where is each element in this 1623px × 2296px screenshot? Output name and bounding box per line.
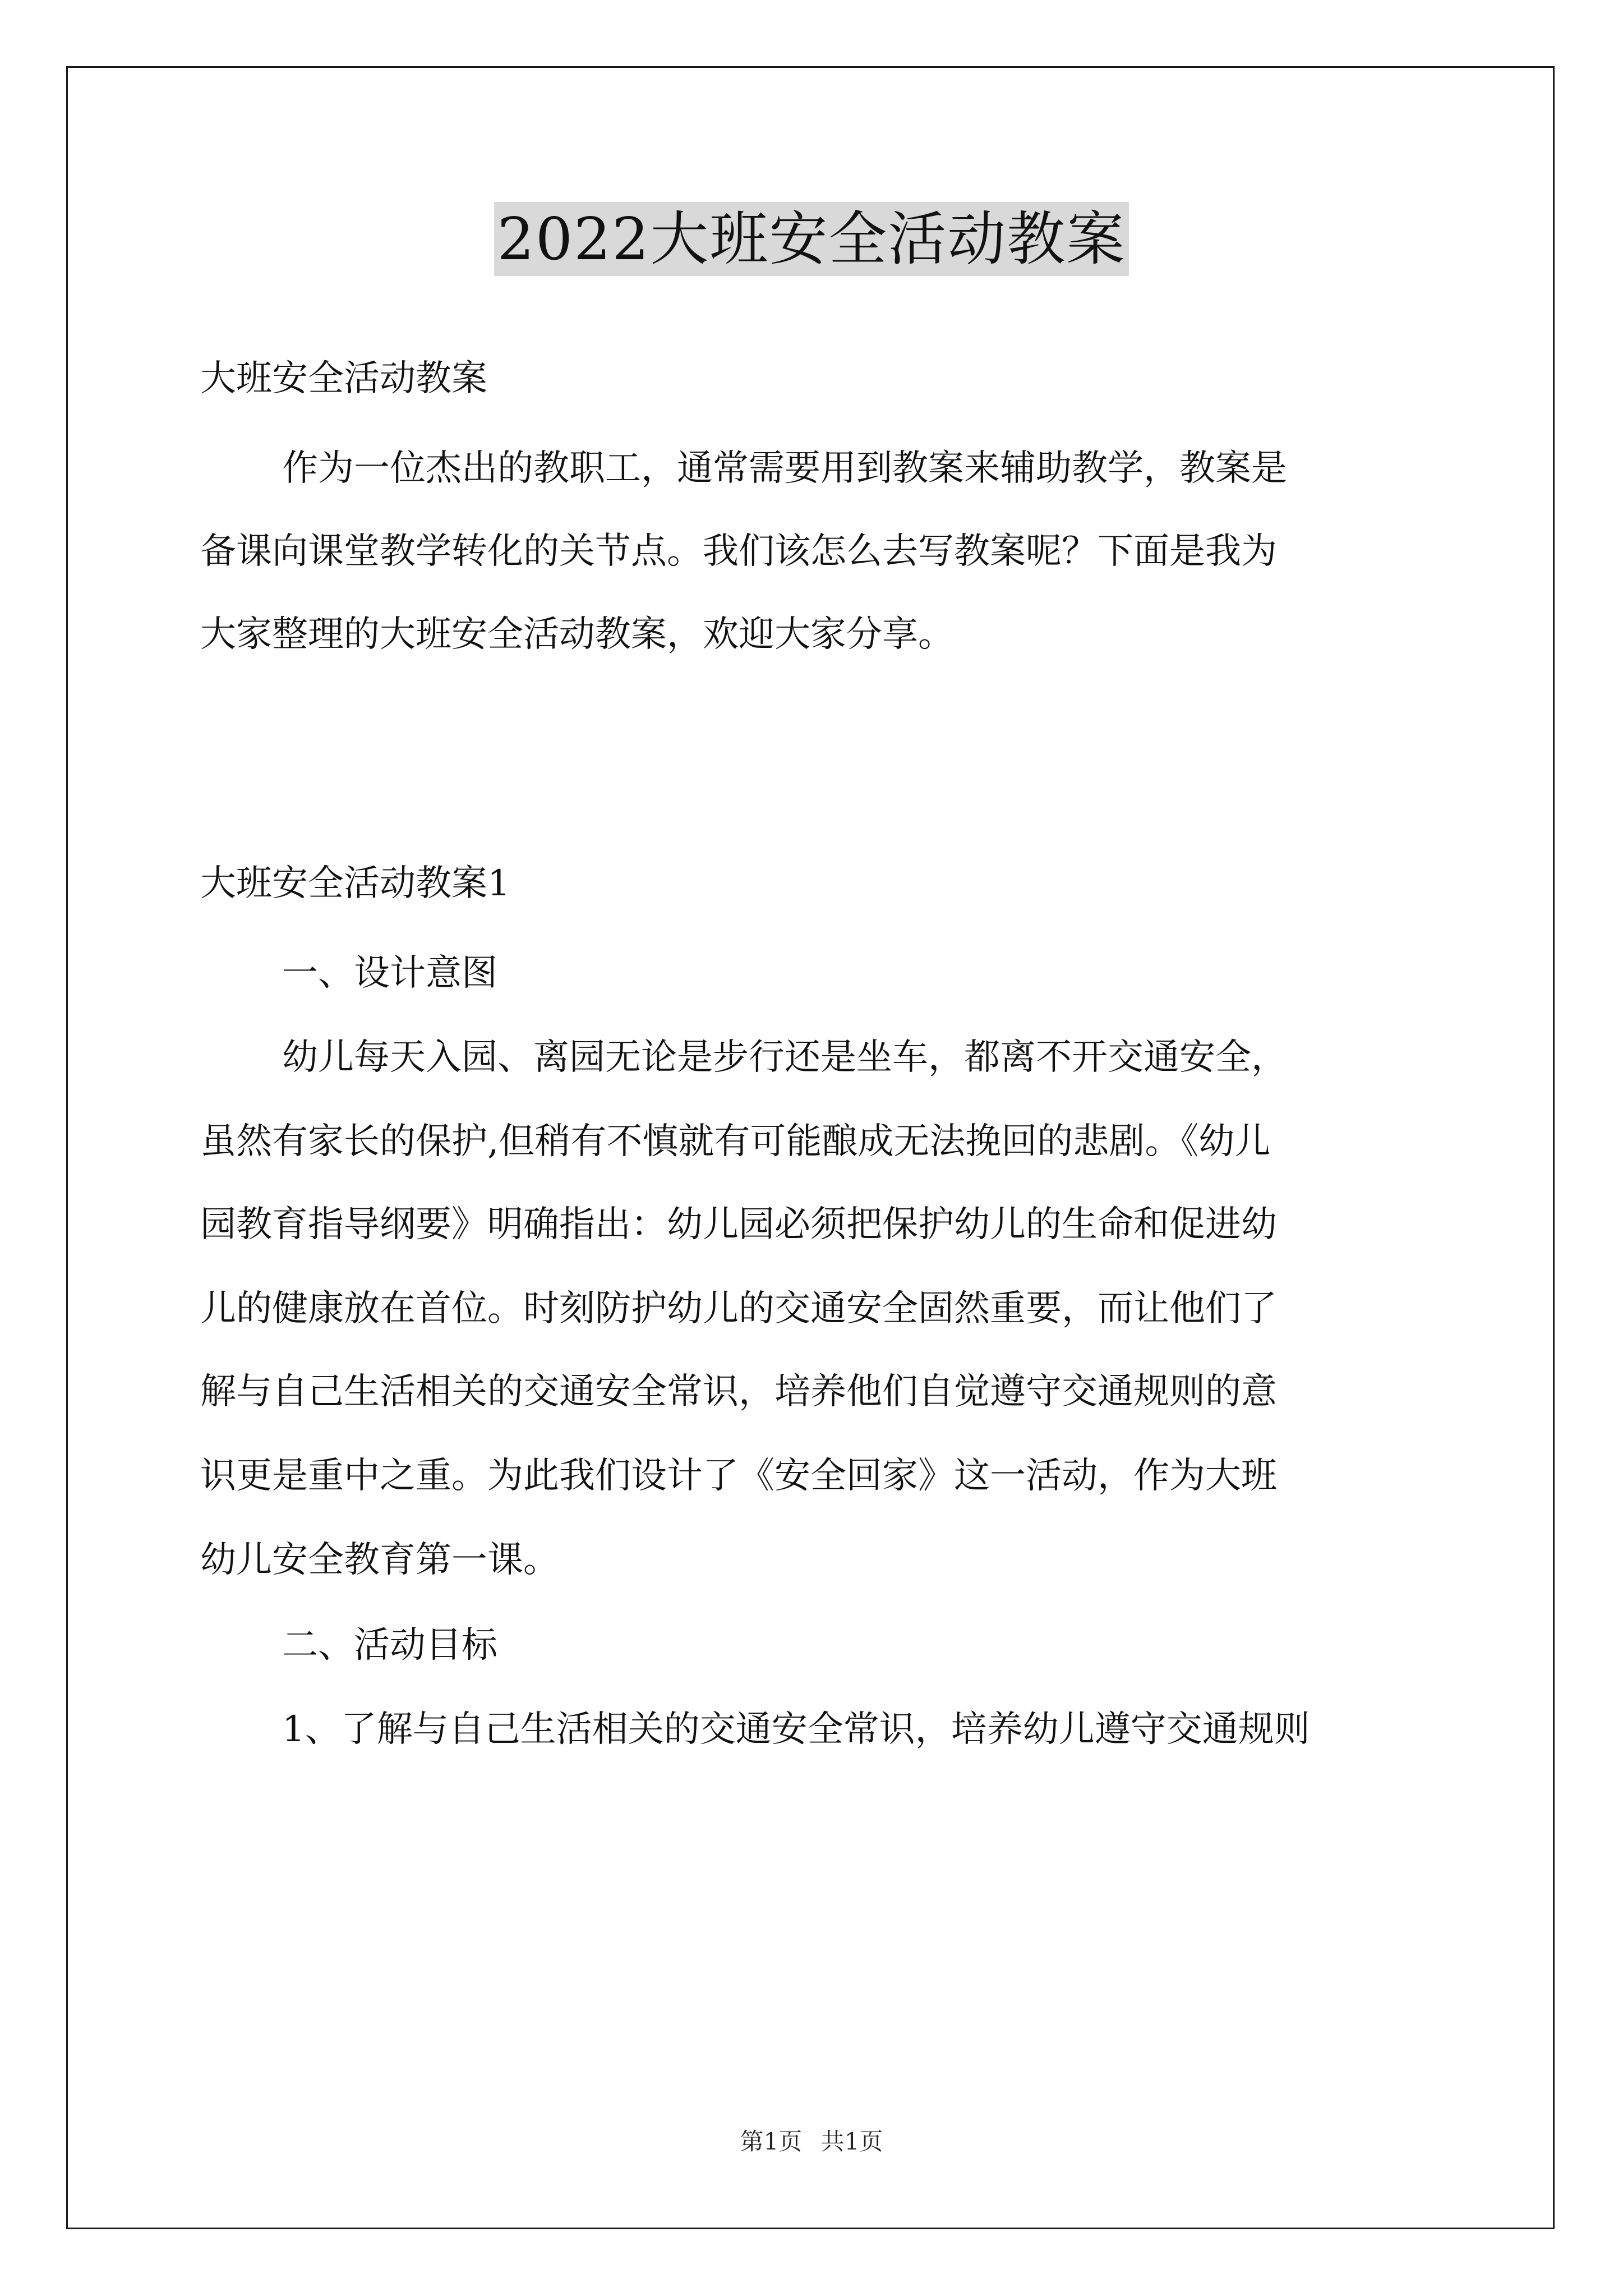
paragraph-line: 幼儿每天入园、离园无论是步行还是坐车，都离不开交通安全， — [282, 1037, 1287, 1078]
paragraph-line: 作为一位杰出的教职工，通常需要用到教案来辅助教学，教案是 — [282, 448, 1287, 489]
paragraph-line: 儿的健康放在首位。时刻防护幼儿的交通安全固然重要，而让他们了 — [200, 1288, 1277, 1329]
section-heading: 大班安全活动教案 — [200, 358, 487, 399]
title-container — [0, 202, 1623, 276]
paragraph-line: 大家整理的大班安全活动教案，欢迎大家分享。 — [200, 614, 954, 655]
subsection-heading: 一、设计意图 — [282, 953, 497, 994]
paragraph-line: 幼儿安全教育第一课。 — [200, 1539, 559, 1581]
section-heading: 大班安全活动教案1 — [200, 863, 510, 904]
paragraph-line: 解与自己生活相关的交通安全常识，培养他们自觉遵守交通规则的意 — [200, 1371, 1277, 1412]
paragraph-line: 备课向课堂教学转化的关节点。我们该怎么去写教案呢？下面是我为 — [200, 531, 1277, 572]
page-total: 共1页 — [820, 2128, 883, 2155]
paragraph-line: 园教育指导纲要》明确指出：幼儿园必须把保护幼儿的生命和促进幼 — [200, 1204, 1277, 1245]
subsection-heading: 二、活动目标 — [282, 1625, 497, 1666]
paragraph-line: 虽然有家长的保护,但稍有不慎就有可能酿成无法挽回的悲剧。《幼儿 — [200, 1121, 1271, 1162]
page-number: 第1页 — [740, 2128, 803, 2155]
document-title: 2022大班安全活动教案 — [494, 202, 1129, 276]
paragraph-line: 1、了解与自己生活相关的交通安全常识，培养幼儿遵守交通规则 — [282, 1709, 1310, 1750]
paragraph-line: 识更是重中之重。为此我们设计了《安全回家》这一活动，作为大班 — [200, 1455, 1277, 1497]
page-footer — [0, 2126, 1623, 2157]
